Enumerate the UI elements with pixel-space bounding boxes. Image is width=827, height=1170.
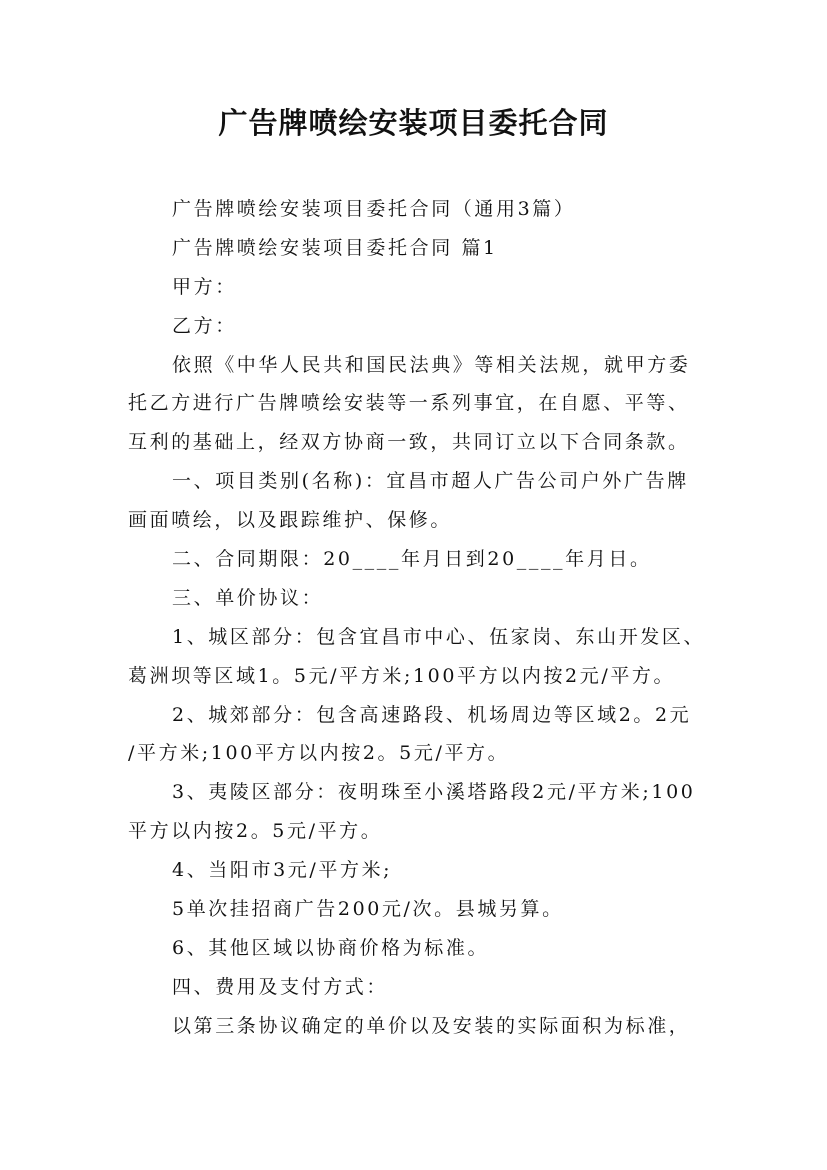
document-body [128, 190, 708, 1046]
paragraph-line: 依照《中华人民共和国民法典》等相关法规，就甲方委 [172, 353, 691, 376]
paragraph-line: 互利的基础上，经双方协商一致，共同订立以下合同条款。 [128, 431, 690, 454]
paragraph-line: 葛洲坝等区域1。5元/平方米;100平方以内按2元/平方。 [128, 664, 676, 687]
paragraph-line: 6、其他区域以协商价格为标准。 [172, 936, 490, 959]
paragraph-line: 4、当阳市3元/平方米; [172, 859, 393, 882]
paragraph-line: 四、费用及支付方式： [172, 975, 389, 998]
paragraph-line: 平方以内按2。5元/平方。 [128, 820, 383, 843]
paragraph-line: 2、城郊部分：包含高速路段、机场周边等区域2。2元 [172, 703, 692, 726]
paragraph-line: 一、项目类别(名称)：宜昌市超人广告公司户外广告牌 [172, 470, 689, 493]
paragraph-line: 广告牌喷绘安装项目委托合同（通用3篇） [172, 198, 576, 220]
document-title: 广告牌喷绘安装项目委托合同 [218, 106, 609, 140]
paragraph-line: /平方米;100平方以内按2。5元/平方。 [128, 742, 510, 765]
paragraph-line: 三、单价协议： [172, 586, 324, 609]
paragraph-line: 5单次挂招商广告200元/次。县城另算。 [172, 898, 564, 921]
paragraph-line: 广告牌喷绘安装项目委托合同 篇1 [172, 236, 498, 259]
paragraph-line: 以第三条协议确定的单价以及安装的实际面积为标准， [172, 1014, 691, 1037]
paragraph-line: 二、合同期限：20____年月日到20____年月日。 [172, 548, 652, 571]
paragraph-line: 3、夷陵区部分：夜明珠至小溪塔路段2元/平方米;100 [172, 781, 696, 804]
paragraph-line: 乙方： [172, 314, 237, 337]
paragraph-line: 画面喷绘，以及跟踪维护、保修。 [128, 509, 453, 532]
paragraph-line: 托乙方进行广告牌喷绘安装等一系列事宜，在自愿、平等、 [128, 392, 690, 415]
paragraph-line: 1、城区部分：包含宜昌市中心、伍家岗、东山开发区、 [172, 625, 706, 648]
paragraph-line: 甲方： [172, 275, 237, 298]
